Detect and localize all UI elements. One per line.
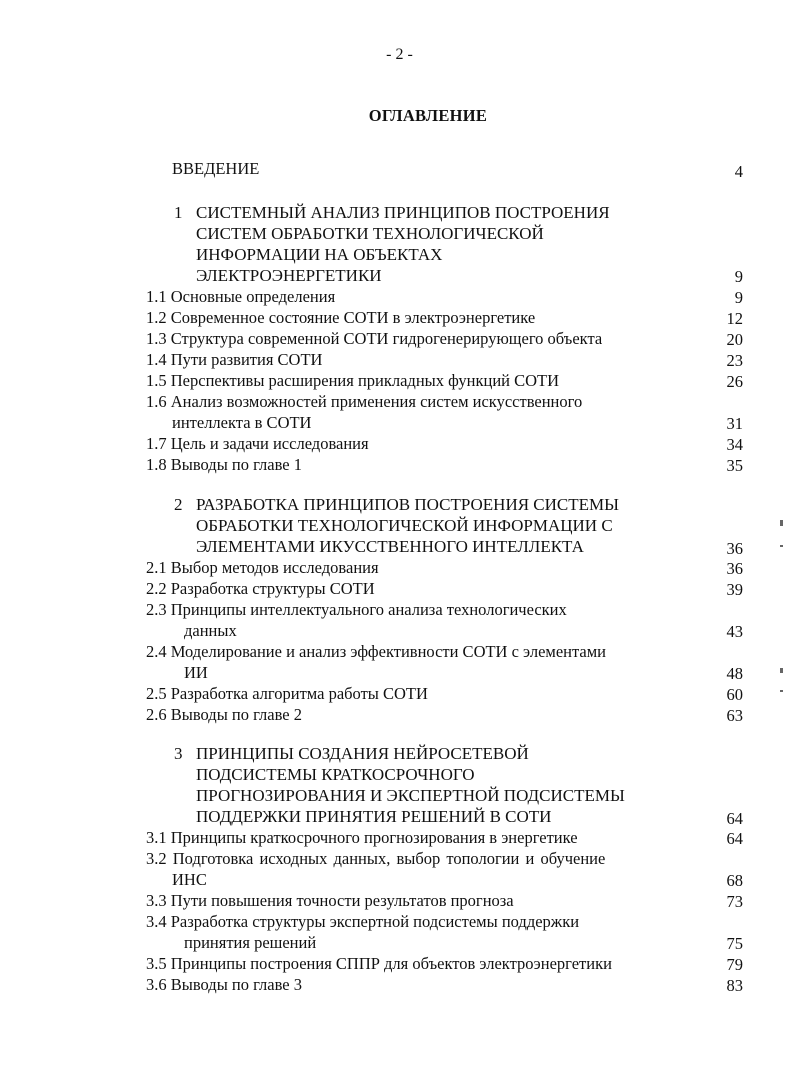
toc-entry: 3.4 Разработка структуры экспертной подсистемы поддержки <box>146 912 580 931</box>
toc-entry: 1.7 Цель и задачи исследования <box>146 434 369 453</box>
toc-entry: 2.3 Принципы интеллектуального анализа технологических <box>146 600 567 619</box>
chapter-2-number: 2 <box>174 495 183 514</box>
toc-entry: 3.5 Принципы построения СППР для объектов электроэнергетики <box>146 954 612 973</box>
toc-entry-page: 9 <box>734 288 743 307</box>
toc-entry-page: 48 <box>726 664 743 683</box>
toc-entry-page: 23 <box>726 351 743 370</box>
toc-entry-continuation: интеллекта в СОТИ <box>172 413 312 432</box>
toc-title: ОГЛАВЛЕНИЕ <box>368 106 488 125</box>
chapter-3-title-line: ПОДДЕРЖКИ ПРИНЯТИЯ РЕШЕНИЙ В СОТИ <box>196 807 552 826</box>
intro-page: 4 <box>734 162 743 181</box>
toc-entry-page: 43 <box>726 622 743 641</box>
toc-entry-continuation: принятия решений <box>184 933 317 952</box>
toc-entry-page: 63 <box>726 706 743 725</box>
intro-label: ВВЕДЕНИЕ <box>172 159 260 178</box>
chapter-2-title-line: ОБРАБОТКИ ТЕХНОЛОГИЧЕСКОЙ ИНФОРМАЦИИ С <box>196 516 613 535</box>
toc-entry-page: 20 <box>726 330 743 349</box>
toc-entry: 1.8 Выводы по главе 1 <box>146 455 302 474</box>
toc-entry: 1.2 Современное состояние СОТИ в электроэнергетике <box>146 308 536 327</box>
chapter-3-title-line: ПОДСИСТЕМЫ КРАТКОСРОЧНОГО <box>196 765 475 784</box>
toc-entry-page: 68 <box>726 871 743 890</box>
toc-entry-continuation: ИИ <box>184 663 208 682</box>
toc-entry: 1.3 Структура современной СОТИ гидрогенерирующего объекта <box>146 329 603 348</box>
scan-mark <box>780 690 783 692</box>
toc-entry: 2.5 Разработка алгоритма работы СОТИ <box>146 684 428 703</box>
chapter-1-number: 1 <box>174 203 183 222</box>
toc-entry-page: 34 <box>726 435 743 454</box>
toc-entry-page: 26 <box>726 372 743 391</box>
toc-entry: 1.1 Основные определения <box>146 287 336 306</box>
toc-entry-page: 12 <box>726 309 743 328</box>
toc-entry: 1.5 Перспективы расширения прикладных функций СОТИ <box>146 371 560 390</box>
toc-entry-page: 60 <box>726 685 743 704</box>
toc-entry: 3.3 Пути повышения точности результатов прогноза <box>146 891 514 910</box>
toc-entry-page: 36 <box>726 559 743 578</box>
chapter-1-title-line: СИСТЕМНЫЙ АНАЛИЗ ПРИНЦИПОВ ПОСТРОЕНИЯ <box>196 203 610 222</box>
toc-entry-page: 83 <box>726 976 743 995</box>
toc-entry: 2.1 Выбор методов исследования <box>146 558 379 577</box>
toc-entry: 2.6 Выводы по главе 2 <box>146 705 302 724</box>
toc-entry: 3.1 Принципы краткосрочного прогнозирования в энергетике <box>146 828 578 847</box>
toc-entry: 2.2 Разработка структуры СОТИ <box>146 579 375 598</box>
toc-entry: 1.4 Пути развития СОТИ <box>146 350 323 369</box>
chapter-1-title-line: ЭЛЕКТРОЭНЕРГЕТИКИ <box>196 266 382 285</box>
chapter-2-page: 36 <box>726 539 743 558</box>
toc-entry-page: 73 <box>726 892 743 911</box>
toc-entry: 3.6 Выводы по главе 3 <box>146 975 302 994</box>
toc-entry-page: 35 <box>726 456 743 475</box>
chapter-2-title-line: РАЗРАБОТКА ПРИНЦИПОВ ПОСТРОЕНИЯ СИСТЕМЫ <box>196 495 619 514</box>
toc-entry-page: 79 <box>726 955 743 974</box>
toc-entry: 1.6 Анализ возможностей применения систем искусственного <box>146 392 583 411</box>
scan-mark <box>780 520 783 526</box>
toc-entry-page: 75 <box>726 934 743 953</box>
chapter-3-title-line: ПРИНЦИПЫ СОЗДАНИЯ НЕЙРОСЕТЕВОЙ <box>196 744 529 763</box>
scan-mark <box>780 545 783 547</box>
toc-entry-continuation: ИНС <box>172 870 207 889</box>
toc-entry-continuation: данных <box>184 621 237 640</box>
chapter-1-page: 9 <box>734 267 743 286</box>
toc-entry-page: 64 <box>726 829 743 848</box>
toc-entry: 2.4 Моделирование и анализ эффективности СОТИ с элементами <box>146 642 606 661</box>
chapter-3-page: 64 <box>726 809 743 828</box>
toc-entry: 3.2 Подготовка исходных данных, выбор топологии и обучение <box>146 849 606 868</box>
chapter-3-title-line: ПРОГНОЗИРОВАНИЯ И ЭКСПЕРТНОЙ ПОДСИСТЕМЫ <box>196 786 625 805</box>
toc-entry-page: 31 <box>726 414 743 433</box>
toc-entry-page: 39 <box>726 580 743 599</box>
chapter-1-title-line: ИНФОРМАЦИИ НА ОБЪЕКТАХ <box>196 245 443 264</box>
chapter-1-title-line: СИСТЕМ ОБРАБОТКИ ТЕХНОЛОГИЧЕСКОЙ <box>196 224 544 243</box>
chapter-2-title-line: ЭЛЕМЕНТАМИ ИКУССТВЕННОГО ИНТЕЛЛЕКТА <box>196 537 584 556</box>
page-number: - 2 - <box>386 46 413 63</box>
chapter-3-number: 3 <box>174 744 183 763</box>
scan-mark <box>780 668 783 673</box>
